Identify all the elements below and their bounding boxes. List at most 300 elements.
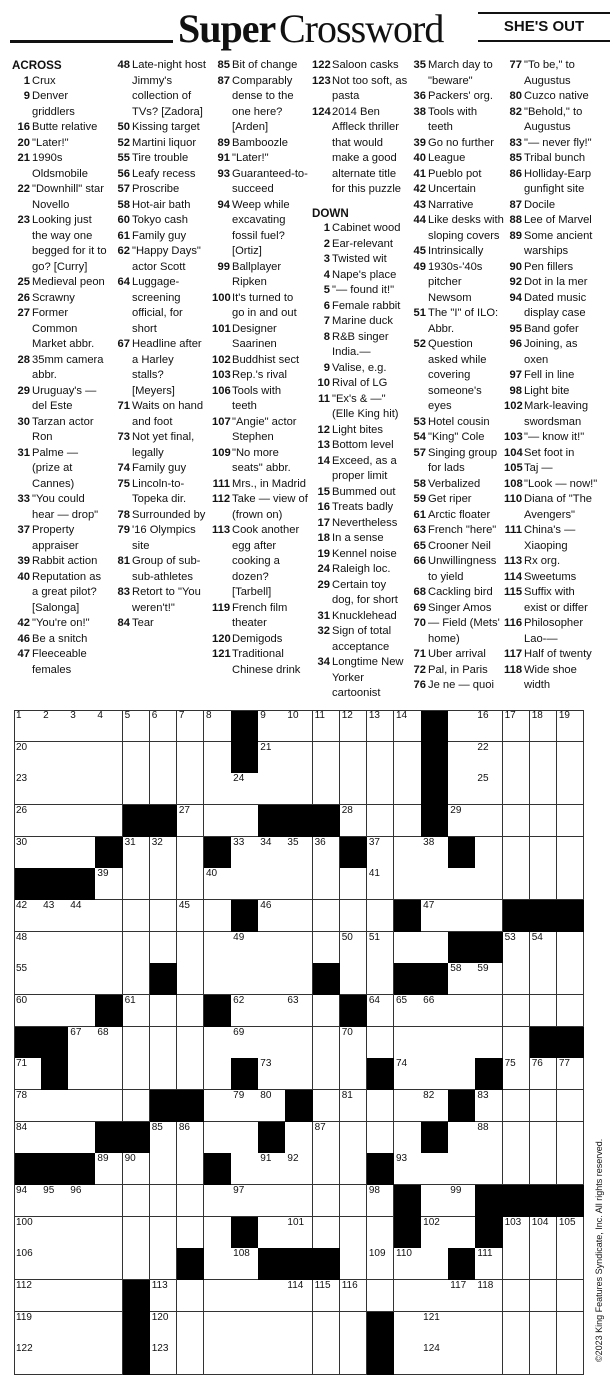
- grid-cell[interactable]: [150, 1343, 178, 1375]
- grid-cell[interactable]: [340, 1090, 368, 1122]
- grid-cell[interactable]: [14, 1312, 42, 1344]
- grid-cell[interactable]: [177, 932, 205, 964]
- grid-cell[interactable]: [557, 1090, 585, 1122]
- grid-cell[interactable]: [503, 868, 531, 900]
- grid-cell[interactable]: [231, 1090, 259, 1122]
- grid-cell[interactable]: [475, 1280, 503, 1312]
- grid-cell[interactable]: [14, 1280, 42, 1312]
- grid-cell[interactable]: [41, 1312, 69, 1344]
- grid-cell[interactable]: [340, 900, 368, 932]
- grid-cell[interactable]: [150, 900, 178, 932]
- grid-cell[interactable]: [448, 900, 476, 932]
- grid-cell[interactable]: [503, 1248, 531, 1280]
- grid-cell[interactable]: [68, 837, 96, 869]
- grid-cell[interactable]: [394, 773, 422, 805]
- grid-cell[interactable]: [68, 900, 96, 932]
- grid-cell[interactable]: [475, 1312, 503, 1344]
- grid-cell[interactable]: [340, 1153, 368, 1185]
- grid-cell[interactable]: [41, 995, 69, 1027]
- grid-cell[interactable]: [448, 1217, 476, 1249]
- grid-cell[interactable]: [68, 1058, 96, 1090]
- grid-cell[interactable]: [204, 805, 232, 837]
- grid-cell[interactable]: [475, 837, 503, 869]
- grid-cell[interactable]: [231, 805, 259, 837]
- grid-cell[interactable]: [204, 900, 232, 932]
- grid-cell[interactable]: [475, 1343, 503, 1375]
- grid-cell[interactable]: [14, 710, 42, 742]
- grid-cell[interactable]: [340, 710, 368, 742]
- grid-cell[interactable]: [367, 868, 395, 900]
- grid-cell[interactable]: [231, 1122, 259, 1154]
- grid-cell[interactable]: [231, 1185, 259, 1217]
- grid-cell[interactable]: [285, 1122, 313, 1154]
- grid-cell[interactable]: [367, 1217, 395, 1249]
- grid-cell[interactable]: [530, 868, 558, 900]
- grid-cell[interactable]: [231, 1343, 259, 1375]
- grid-cell[interactable]: [123, 1153, 151, 1185]
- grid-cell[interactable]: [231, 1248, 259, 1280]
- grid-cell[interactable]: [557, 868, 585, 900]
- grid-cell[interactable]: [530, 963, 558, 995]
- grid-cell[interactable]: [95, 932, 123, 964]
- grid-cell[interactable]: [123, 995, 151, 1027]
- grid-cell[interactable]: [340, 1122, 368, 1154]
- grid-cell[interactable]: [313, 932, 341, 964]
- grid-cell[interactable]: [448, 868, 476, 900]
- grid-cell[interactable]: [557, 773, 585, 805]
- grid-cell[interactable]: [231, 868, 259, 900]
- grid-cell[interactable]: [150, 1280, 178, 1312]
- grid-cell[interactable]: [204, 1248, 232, 1280]
- grid-cell[interactable]: [530, 1343, 558, 1375]
- grid-cell[interactable]: [204, 773, 232, 805]
- grid-cell[interactable]: [367, 1122, 395, 1154]
- grid-cell[interactable]: [41, 710, 69, 742]
- grid-cell[interactable]: [503, 773, 531, 805]
- grid-cell[interactable]: [258, 1058, 286, 1090]
- grid-cell[interactable]: [421, 995, 449, 1027]
- grid-cell[interactable]: [285, 932, 313, 964]
- grid-cell[interactable]: [258, 868, 286, 900]
- grid-cell[interactable]: [394, 1248, 422, 1280]
- grid-cell[interactable]: [503, 1122, 531, 1154]
- grid-cell[interactable]: [503, 1280, 531, 1312]
- grid-cell[interactable]: [448, 963, 476, 995]
- grid-cell[interactable]: [530, 1312, 558, 1344]
- grid-cell[interactable]: [340, 1248, 368, 1280]
- grid-cell[interactable]: [258, 710, 286, 742]
- grid-cell[interactable]: [557, 995, 585, 1027]
- grid-cell[interactable]: [421, 1217, 449, 1249]
- grid-cell[interactable]: [14, 1122, 42, 1154]
- grid-cell[interactable]: [530, 742, 558, 774]
- grid-cell[interactable]: [177, 963, 205, 995]
- grid-cell[interactable]: [95, 1090, 123, 1122]
- grid-cell[interactable]: [313, 1185, 341, 1217]
- grid-cell[interactable]: [204, 742, 232, 774]
- grid-cell[interactable]: [95, 868, 123, 900]
- grid-cell[interactable]: [530, 805, 558, 837]
- grid-cell[interactable]: [14, 742, 42, 774]
- grid-cell[interactable]: [394, 868, 422, 900]
- grid-cell[interactable]: [14, 837, 42, 869]
- grid-cell[interactable]: [204, 1090, 232, 1122]
- grid-cell[interactable]: [41, 1343, 69, 1375]
- grid-cell[interactable]: [475, 805, 503, 837]
- grid-cell[interactable]: [448, 1122, 476, 1154]
- grid-cell[interactable]: [14, 1090, 42, 1122]
- grid-cell[interactable]: [150, 1058, 178, 1090]
- grid-cell[interactable]: [231, 1280, 259, 1312]
- grid-cell[interactable]: [530, 837, 558, 869]
- grid-cell[interactable]: [68, 710, 96, 742]
- grid-cell[interactable]: [313, 995, 341, 1027]
- grid-cell[interactable]: [530, 1280, 558, 1312]
- grid-cell[interactable]: [394, 1280, 422, 1312]
- grid-cell[interactable]: [503, 932, 531, 964]
- grid-cell[interactable]: [530, 1058, 558, 1090]
- grid-cell[interactable]: [41, 1217, 69, 1249]
- grid-cell[interactable]: [448, 1280, 476, 1312]
- grid-cell[interactable]: [258, 1027, 286, 1059]
- grid-cell[interactable]: [503, 1090, 531, 1122]
- grid-cell[interactable]: [394, 1122, 422, 1154]
- grid-cell[interactable]: [123, 742, 151, 774]
- grid-cell[interactable]: [41, 1280, 69, 1312]
- grid-cell[interactable]: [557, 932, 585, 964]
- grid-cell[interactable]: [95, 1312, 123, 1344]
- grid-cell[interactable]: [258, 1312, 286, 1344]
- grid-cell[interactable]: [503, 710, 531, 742]
- grid-cell[interactable]: [204, 868, 232, 900]
- grid-cell[interactable]: [258, 1090, 286, 1122]
- grid-cell[interactable]: [448, 1343, 476, 1375]
- grid-cell[interactable]: [313, 1280, 341, 1312]
- grid-cell[interactable]: [204, 1280, 232, 1312]
- grid-cell[interactable]: [421, 1312, 449, 1344]
- grid-cell[interactable]: [177, 868, 205, 900]
- grid-cell[interactable]: [68, 805, 96, 837]
- grid-cell[interactable]: [340, 932, 368, 964]
- grid-cell[interactable]: [340, 1058, 368, 1090]
- grid-cell[interactable]: [177, 1217, 205, 1249]
- grid-cell[interactable]: [68, 742, 96, 774]
- grid-cell[interactable]: [14, 1248, 42, 1280]
- grid-cell[interactable]: [177, 900, 205, 932]
- grid-cell[interactable]: [95, 1153, 123, 1185]
- grid-cell[interactable]: [285, 1185, 313, 1217]
- grid-cell[interactable]: [258, 773, 286, 805]
- grid-cell[interactable]: [394, 837, 422, 869]
- grid-cell[interactable]: [204, 1312, 232, 1344]
- grid-cell[interactable]: [421, 1090, 449, 1122]
- grid-cell[interactable]: [41, 773, 69, 805]
- grid-cell[interactable]: [177, 1122, 205, 1154]
- grid-cell[interactable]: [204, 1058, 232, 1090]
- grid-cell[interactable]: [313, 837, 341, 869]
- grid-cell[interactable]: [448, 1153, 476, 1185]
- grid-cell[interactable]: [530, 1248, 558, 1280]
- grid-cell[interactable]: [68, 1312, 96, 1344]
- grid-cell[interactable]: [123, 1058, 151, 1090]
- grid-cell[interactable]: [285, 1217, 313, 1249]
- grid-cell[interactable]: [530, 1153, 558, 1185]
- grid-cell[interactable]: [475, 1090, 503, 1122]
- grid-cell[interactable]: [503, 1058, 531, 1090]
- grid-cell[interactable]: [14, 932, 42, 964]
- grid-cell[interactable]: [123, 1217, 151, 1249]
- grid-cell[interactable]: [123, 710, 151, 742]
- grid-cell[interactable]: [14, 1217, 42, 1249]
- grid-cell[interactable]: [41, 837, 69, 869]
- grid-cell[interactable]: [448, 1027, 476, 1059]
- grid-cell[interactable]: [204, 963, 232, 995]
- grid-cell[interactable]: [14, 1058, 42, 1090]
- grid-cell[interactable]: [448, 1312, 476, 1344]
- grid-cell[interactable]: [177, 1312, 205, 1344]
- grid-cell[interactable]: [95, 963, 123, 995]
- grid-cell[interactable]: [421, 1185, 449, 1217]
- grid-cell[interactable]: [475, 742, 503, 774]
- grid-cell[interactable]: [503, 963, 531, 995]
- grid-cell[interactable]: [285, 710, 313, 742]
- grid-cell[interactable]: [448, 995, 476, 1027]
- grid-cell[interactable]: [204, 1217, 232, 1249]
- grid-cell[interactable]: [313, 1090, 341, 1122]
- grid-cell[interactable]: [14, 805, 42, 837]
- grid-cell[interactable]: [177, 742, 205, 774]
- grid-cell[interactable]: [204, 1343, 232, 1375]
- grid-cell[interactable]: [41, 900, 69, 932]
- grid-cell[interactable]: [204, 1185, 232, 1217]
- grid-cell[interactable]: [475, 773, 503, 805]
- grid-cell[interactable]: [285, 837, 313, 869]
- grid-cell[interactable]: [150, 1122, 178, 1154]
- grid-cell[interactable]: [503, 1027, 531, 1059]
- grid-cell[interactable]: [68, 995, 96, 1027]
- grid-cell[interactable]: [231, 1027, 259, 1059]
- grid-cell[interactable]: [14, 900, 42, 932]
- grid-cell[interactable]: [530, 1122, 558, 1154]
- grid-cell[interactable]: [367, 805, 395, 837]
- grid-cell[interactable]: [313, 773, 341, 805]
- grid-cell[interactable]: [68, 932, 96, 964]
- grid-cell[interactable]: [313, 1027, 341, 1059]
- grid-cell[interactable]: [177, 837, 205, 869]
- grid-cell[interactable]: [557, 963, 585, 995]
- grid-cell[interactable]: [41, 932, 69, 964]
- grid-cell[interactable]: [557, 837, 585, 869]
- grid-cell[interactable]: [557, 1217, 585, 1249]
- grid-cell[interactable]: [475, 1248, 503, 1280]
- grid-cell[interactable]: [367, 773, 395, 805]
- grid-cell[interactable]: [448, 805, 476, 837]
- grid-cell[interactable]: [285, 1312, 313, 1344]
- grid-cell[interactable]: [367, 1185, 395, 1217]
- grid-cell[interactable]: [340, 805, 368, 837]
- grid-cell[interactable]: [285, 868, 313, 900]
- grid-cell[interactable]: [204, 932, 232, 964]
- grid-cell[interactable]: [503, 1343, 531, 1375]
- grid-cell[interactable]: [448, 742, 476, 774]
- grid-cell[interactable]: [475, 1122, 503, 1154]
- grid-cell[interactable]: [367, 742, 395, 774]
- grid-cell[interactable]: [285, 963, 313, 995]
- grid-cell[interactable]: [340, 1217, 368, 1249]
- grid-cell[interactable]: [150, 868, 178, 900]
- grid-cell[interactable]: [475, 995, 503, 1027]
- grid-cell[interactable]: [177, 1058, 205, 1090]
- grid-cell[interactable]: [421, 1248, 449, 1280]
- grid-cell[interactable]: [503, 1312, 531, 1344]
- grid-cell[interactable]: [340, 742, 368, 774]
- grid-cell[interactable]: [448, 710, 476, 742]
- grid-cell[interactable]: [41, 1185, 69, 1217]
- grid-cell[interactable]: [95, 710, 123, 742]
- grid-cell[interactable]: [475, 1153, 503, 1185]
- grid-cell[interactable]: [340, 1312, 368, 1344]
- grid-cell[interactable]: [475, 710, 503, 742]
- grid-cell[interactable]: [503, 805, 531, 837]
- grid-cell[interactable]: [177, 1343, 205, 1375]
- grid-cell[interactable]: [14, 1343, 42, 1375]
- grid-cell[interactable]: [394, 932, 422, 964]
- grid-cell[interactable]: [150, 837, 178, 869]
- grid-cell[interactable]: [95, 1343, 123, 1375]
- grid-cell[interactable]: [231, 1153, 259, 1185]
- grid-cell[interactable]: [177, 1153, 205, 1185]
- grid-cell[interactable]: [177, 1280, 205, 1312]
- grid-cell[interactable]: [150, 1153, 178, 1185]
- grid-cell[interactable]: [123, 963, 151, 995]
- grid-cell[interactable]: [313, 1343, 341, 1375]
- grid-cell[interactable]: [177, 1185, 205, 1217]
- grid-cell[interactable]: [123, 1185, 151, 1217]
- grid-cell[interactable]: [340, 868, 368, 900]
- grid-cell[interactable]: [394, 710, 422, 742]
- grid-cell[interactable]: [68, 963, 96, 995]
- grid-cell[interactable]: [557, 1280, 585, 1312]
- grid-cell[interactable]: [41, 805, 69, 837]
- grid-cell[interactable]: [367, 1027, 395, 1059]
- grid-cell[interactable]: [41, 963, 69, 995]
- grid-cell[interactable]: [95, 1027, 123, 1059]
- grid-cell[interactable]: [557, 742, 585, 774]
- grid-cell[interactable]: [177, 1027, 205, 1059]
- grid-cell[interactable]: [448, 1185, 476, 1217]
- grid-cell[interactable]: [340, 963, 368, 995]
- grid-cell[interactable]: [530, 995, 558, 1027]
- grid-cell[interactable]: [150, 1217, 178, 1249]
- grid-cell[interactable]: [503, 837, 531, 869]
- grid-cell[interactable]: [394, 1343, 422, 1375]
- grid-cell[interactable]: [367, 932, 395, 964]
- grid-cell[interactable]: [41, 1090, 69, 1122]
- grid-cell[interactable]: [95, 773, 123, 805]
- grid-cell[interactable]: [95, 805, 123, 837]
- grid-cell[interactable]: [123, 868, 151, 900]
- grid-cell[interactable]: [313, 1122, 341, 1154]
- grid-cell[interactable]: [503, 1217, 531, 1249]
- grid-cell[interactable]: [503, 995, 531, 1027]
- grid-cell[interactable]: [95, 1280, 123, 1312]
- grid-cell[interactable]: [557, 710, 585, 742]
- grid-cell[interactable]: [367, 995, 395, 1027]
- grid-cell[interactable]: [557, 805, 585, 837]
- grid-cell[interactable]: [313, 900, 341, 932]
- grid-cell[interactable]: [258, 1185, 286, 1217]
- grid-cell[interactable]: [340, 1343, 368, 1375]
- grid-cell[interactable]: [123, 837, 151, 869]
- grid-cell[interactable]: [340, 1027, 368, 1059]
- grid-cell[interactable]: [177, 773, 205, 805]
- grid-cell[interactable]: [285, 1280, 313, 1312]
- grid-cell[interactable]: [557, 1153, 585, 1185]
- grid-cell[interactable]: [150, 1312, 178, 1344]
- grid-cell[interactable]: [394, 742, 422, 774]
- grid-cell[interactable]: [177, 805, 205, 837]
- grid-cell[interactable]: [285, 1153, 313, 1185]
- grid-cell[interactable]: [150, 1027, 178, 1059]
- grid-cell[interactable]: [394, 1058, 422, 1090]
- grid-cell[interactable]: [367, 710, 395, 742]
- grid-cell[interactable]: [313, 742, 341, 774]
- grid-cell[interactable]: [448, 1058, 476, 1090]
- grid-cell[interactable]: [503, 1153, 531, 1185]
- grid-cell[interactable]: [150, 742, 178, 774]
- grid-cell[interactable]: [123, 1027, 151, 1059]
- grid-cell[interactable]: [285, 900, 313, 932]
- grid-cell[interactable]: [394, 1027, 422, 1059]
- grid-cell[interactable]: [150, 932, 178, 964]
- grid-cell[interactable]: [123, 1090, 151, 1122]
- grid-cell[interactable]: [340, 1185, 368, 1217]
- grid-cell[interactable]: [95, 1248, 123, 1280]
- grid-cell[interactable]: [367, 963, 395, 995]
- grid-cell[interactable]: [150, 773, 178, 805]
- grid-cell[interactable]: [68, 1185, 96, 1217]
- grid-cell[interactable]: [231, 1312, 259, 1344]
- grid-cell[interactable]: [313, 1312, 341, 1344]
- grid-cell[interactable]: [258, 1153, 286, 1185]
- grid-cell[interactable]: [557, 1058, 585, 1090]
- grid-cell[interactable]: [367, 1248, 395, 1280]
- grid-cell[interactable]: [68, 1280, 96, 1312]
- grid-cell[interactable]: [421, 1343, 449, 1375]
- grid-cell[interactable]: [123, 1248, 151, 1280]
- grid-cell[interactable]: [123, 773, 151, 805]
- grid-cell[interactable]: [258, 932, 286, 964]
- grid-cell[interactable]: [258, 963, 286, 995]
- grid-cell[interactable]: [14, 1185, 42, 1217]
- grid-cell[interactable]: [421, 1280, 449, 1312]
- grid-cell[interactable]: [123, 900, 151, 932]
- grid-cell[interactable]: [258, 1343, 286, 1375]
- grid-cell[interactable]: [150, 1185, 178, 1217]
- grid-cell[interactable]: [475, 900, 503, 932]
- grid-cell[interactable]: [367, 837, 395, 869]
- grid-cell[interactable]: [150, 1248, 178, 1280]
- grid-cell[interactable]: [530, 932, 558, 964]
- grid-cell[interactable]: [68, 773, 96, 805]
- grid-cell[interactable]: [394, 1312, 422, 1344]
- grid-cell[interactable]: [177, 710, 205, 742]
- grid-cell[interactable]: [340, 1280, 368, 1312]
- grid-cell[interactable]: [41, 742, 69, 774]
- grid-cell[interactable]: [557, 1343, 585, 1375]
- grid-cell[interactable]: [95, 900, 123, 932]
- grid-cell[interactable]: [313, 868, 341, 900]
